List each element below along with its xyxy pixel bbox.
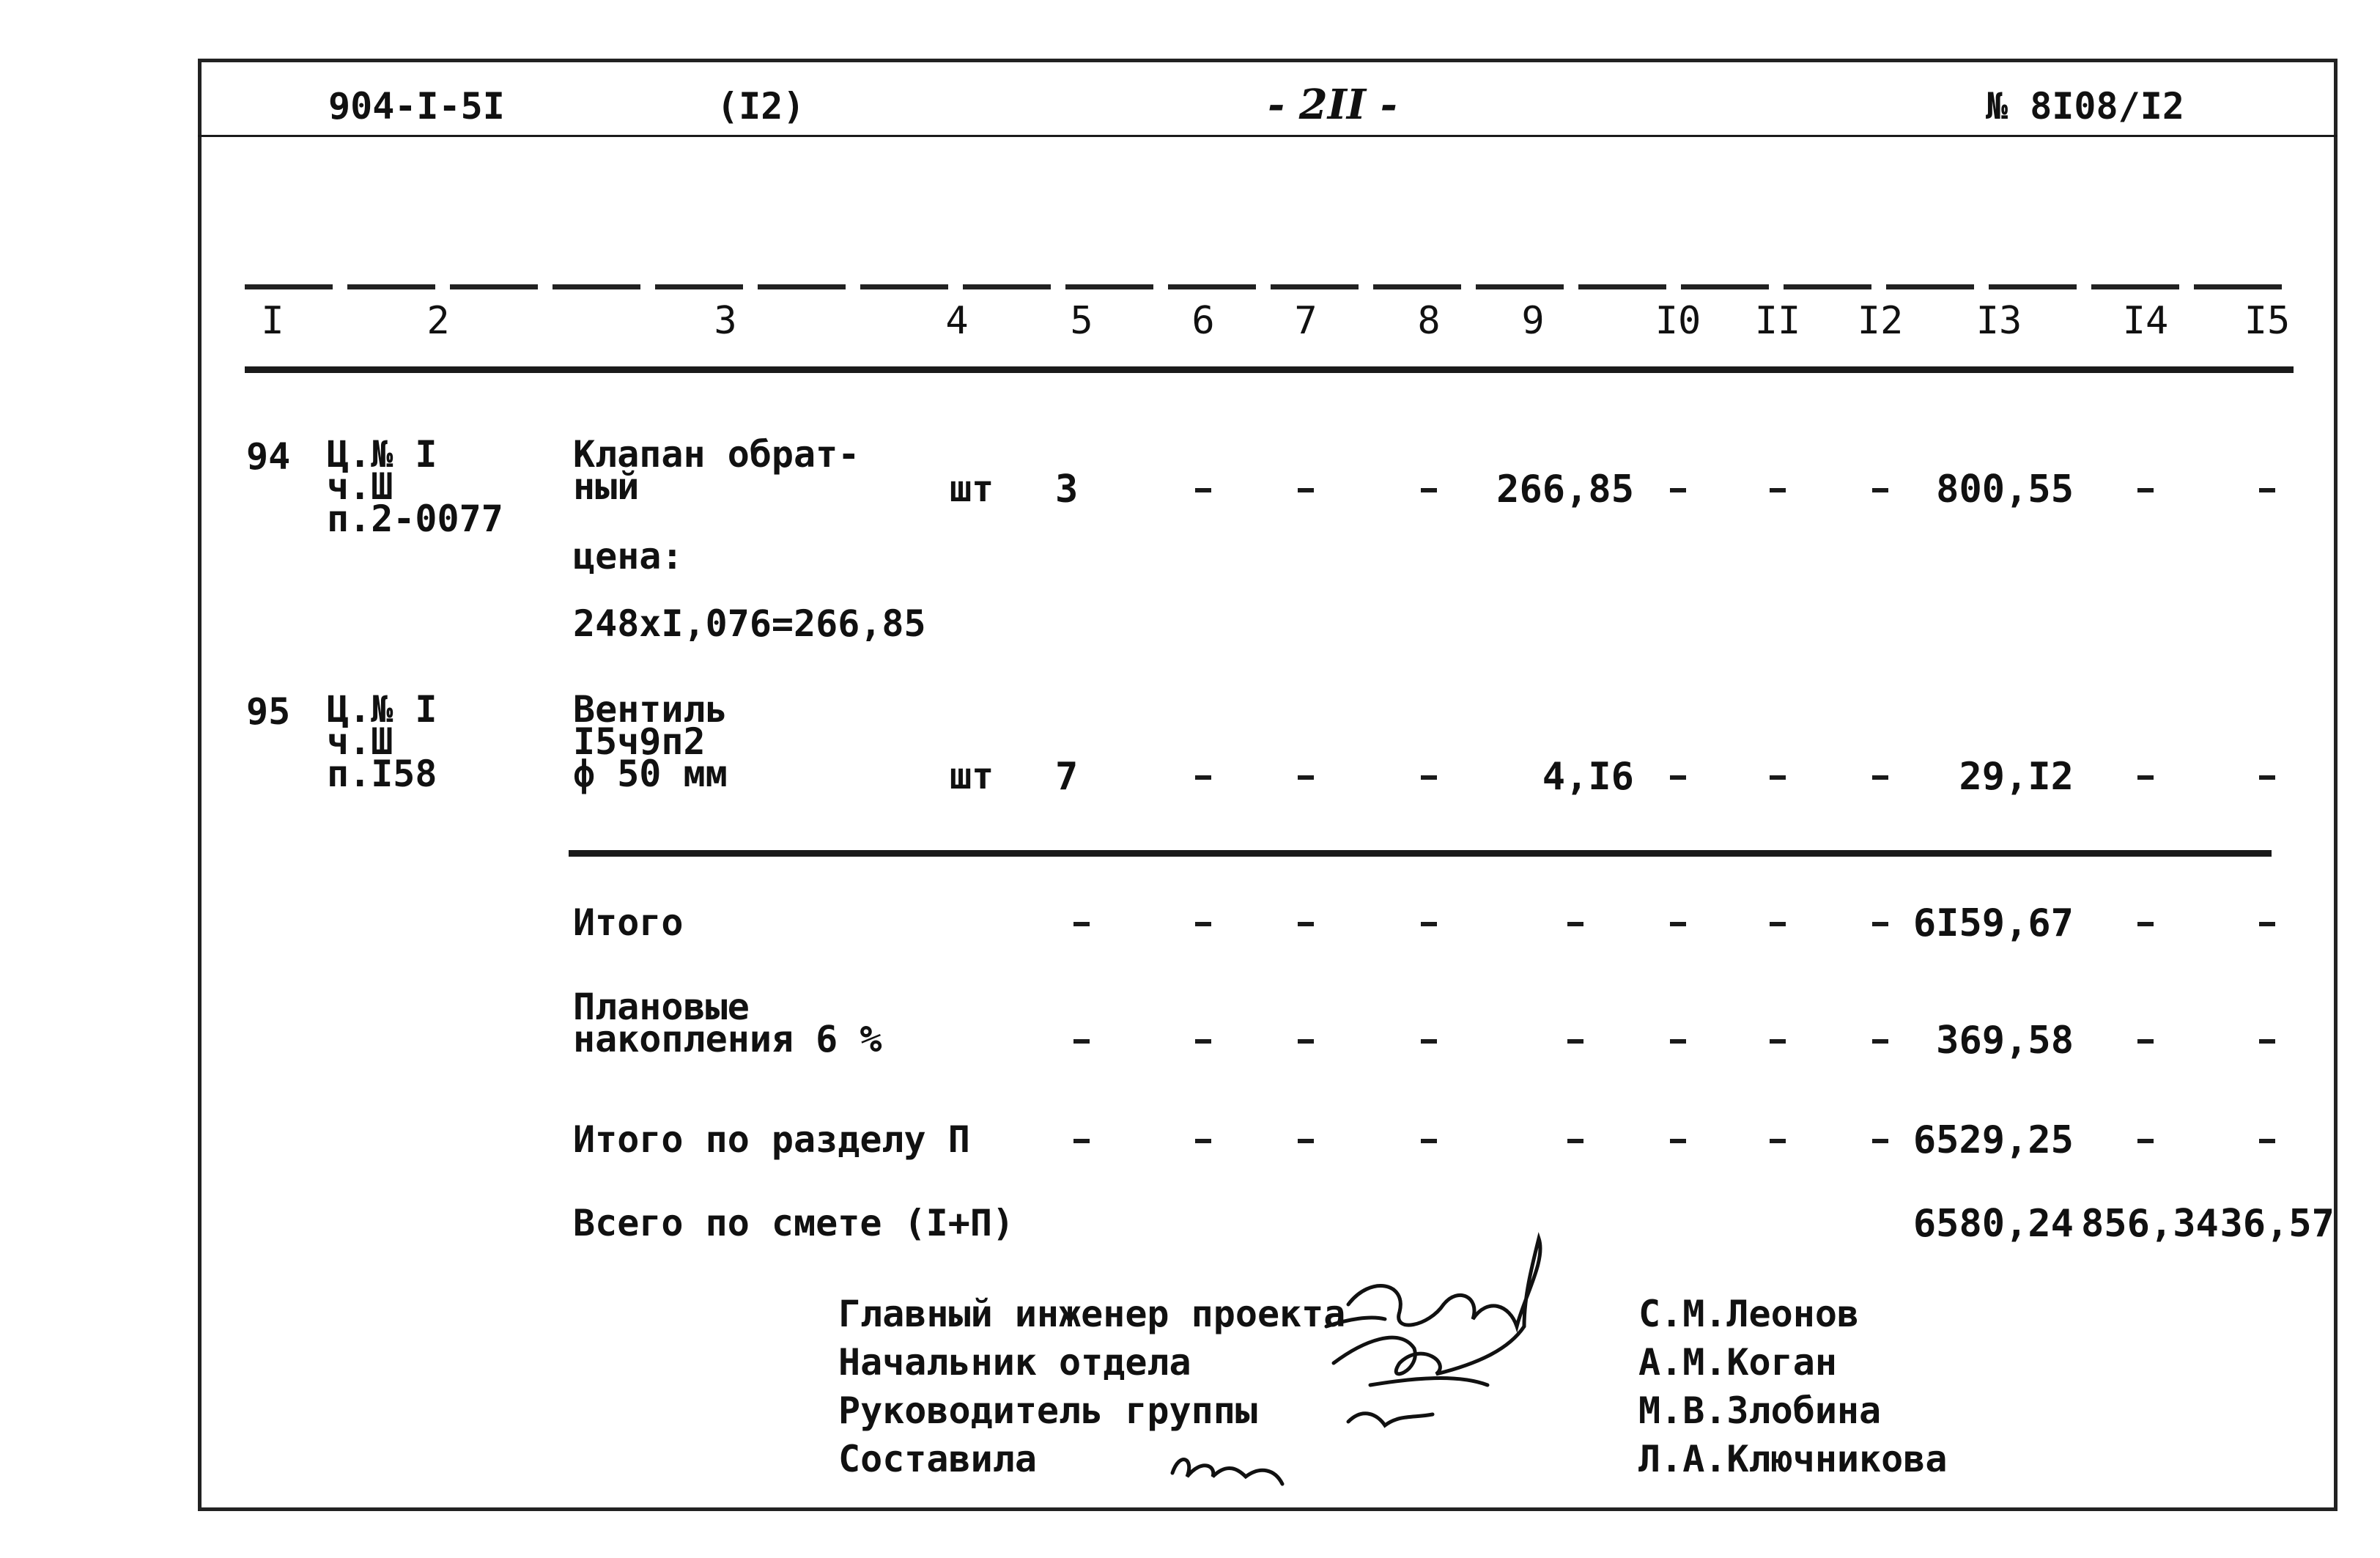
- empty-cell-dash: [1195, 775, 1211, 780]
- column-number: I2: [1857, 299, 1904, 343]
- empty-cell-dash: [2137, 922, 2154, 926]
- section-total-value: 6529,25: [1912, 1118, 2074, 1162]
- empty-cell-dash: [1073, 922, 1090, 926]
- row-95-price: 4,I6: [1542, 755, 1634, 799]
- empty-cell-dash: [1670, 1139, 1686, 1143]
- row-94-price-note: цена:: [573, 535, 684, 577]
- empty-cell-dash: [1770, 775, 1786, 780]
- empty-cell-dash: [1195, 1139, 1211, 1143]
- empty-cell-dash: [1670, 1039, 1686, 1044]
- planned-savings-label: Плановые накопления 6 %: [573, 986, 882, 1060]
- name-compiler: Л.А.Ключникова: [1638, 1438, 1948, 1480]
- grand-total-c15: 36,57: [2220, 1202, 2335, 1246]
- empty-cell-dash: [1670, 775, 1686, 780]
- row-94-unit: шт: [950, 468, 994, 510]
- section-rule: [569, 850, 2272, 857]
- register-number: № 8I08/I2: [1986, 85, 2184, 128]
- empty-cell-dash: [2137, 488, 2154, 492]
- empty-cell-dash: [1421, 775, 1437, 780]
- column-number: 6: [1191, 299, 1215, 343]
- empty-cell-dash: [2137, 1139, 2154, 1143]
- empty-cell-dash: [1195, 922, 1211, 926]
- empty-cell-dash: [1770, 922, 1786, 926]
- empty-cell-dash: [1670, 922, 1686, 926]
- empty-cell-dash: [2137, 1039, 2154, 1044]
- handwritten-signatures: [1304, 1217, 1583, 1458]
- column-header-top-rule: [245, 284, 2294, 289]
- empty-cell-dash: [1421, 922, 1437, 926]
- row-94-price: 266,85: [1496, 468, 1634, 512]
- row-95-name: Вентиль I5ч9п2 ф 50 мм: [573, 688, 728, 795]
- empty-cell-dash: [1298, 775, 1314, 780]
- column-number: I5: [2244, 299, 2291, 343]
- column-number: 3: [714, 299, 737, 343]
- empty-cell-dash: [2259, 1039, 2275, 1044]
- empty-cell-dash: [1298, 922, 1314, 926]
- role-chief-engineer: Главный инженер проекта: [838, 1293, 1346, 1335]
- section-total-label: Итого по разделу П: [573, 1118, 970, 1161]
- planned-savings-value: 369,58: [1936, 1019, 2074, 1063]
- total-value: 6I59,67: [1912, 901, 2074, 945]
- empty-cell-dash: [2259, 922, 2275, 926]
- row-94-number: 94: [246, 435, 291, 478]
- grand-total-c13: 6580,24: [1912, 1202, 2074, 1246]
- row-95-total: 29,I2: [1959, 755, 2074, 799]
- empty-cell-dash: [1073, 1039, 1090, 1044]
- name-chief-engineer: С.М.Леонов: [1638, 1293, 1860, 1335]
- name-department-head: А.М.Коган: [1638, 1341, 1837, 1384]
- empty-cell-dash: [1195, 488, 1211, 492]
- row-94-price-calc: 248хI,076=266,85: [573, 602, 926, 645]
- name-group-leader: М.В.Злобина: [1638, 1389, 1882, 1432]
- row-95-number: 95: [246, 690, 291, 733]
- empty-cell-dash: [1298, 1039, 1314, 1044]
- column-number: 9: [1521, 299, 1545, 343]
- empty-cell-dash: [1195, 1039, 1211, 1044]
- empty-cell-dash: [1770, 1139, 1786, 1143]
- empty-cell-dash: [1421, 1039, 1437, 1044]
- column-number: 5: [1070, 299, 1093, 343]
- row-95-unit: шт: [950, 755, 994, 797]
- empty-cell-dash: [1872, 488, 1888, 492]
- role-group-leader: Руководитель группы: [838, 1389, 1257, 1432]
- empty-cell-dash: [1298, 1139, 1314, 1143]
- empty-cell-dash: [1073, 1139, 1090, 1143]
- total-label: Итого: [573, 901, 684, 944]
- row-95-reference: Ц.№ I ч.Ш п.I58: [327, 688, 437, 795]
- header-rule: [198, 135, 2338, 137]
- empty-cell-dash: [1421, 488, 1437, 492]
- column-number: I0: [1655, 299, 1701, 343]
- empty-cell-dash: [1567, 922, 1583, 926]
- compiler-signature: [1158, 1436, 1304, 1495]
- row-94-total: 800,55: [1936, 468, 2074, 512]
- empty-cell-dash: [1421, 1139, 1437, 1143]
- empty-cell-dash: [1567, 1039, 1583, 1044]
- column-number: 7: [1294, 299, 1318, 343]
- empty-cell-dash: [1670, 488, 1686, 492]
- empty-cell-dash: [1872, 1139, 1888, 1143]
- page-number: - 2II -: [1268, 81, 1397, 129]
- grand-total-label: Всего по смете (I+П): [573, 1202, 1015, 1244]
- empty-cell-dash: [1872, 1039, 1888, 1044]
- empty-cell-dash: [1872, 775, 1888, 780]
- empty-cell-dash: [1298, 488, 1314, 492]
- column-number: 2: [426, 299, 450, 343]
- empty-cell-dash: [1872, 922, 1888, 926]
- row-94-quantity: 3: [1055, 468, 1079, 512]
- role-department-head: Начальник отдела: [838, 1341, 1191, 1384]
- row-95-quantity: 7: [1055, 755, 1079, 799]
- row-94-name: Клапан обрат- ный: [573, 433, 860, 508]
- column-number: 8: [1417, 299, 1441, 343]
- column-number: I4: [2122, 299, 2169, 343]
- empty-cell-dash: [1567, 1139, 1583, 1143]
- empty-cell-dash: [2259, 1139, 2275, 1143]
- empty-cell-dash: [2137, 775, 2154, 780]
- empty-cell-dash: [2259, 488, 2275, 492]
- grand-total-c14: 856,34: [2081, 1202, 2219, 1246]
- empty-cell-dash: [1770, 1039, 1786, 1044]
- row-94-reference: Ц.№ I ч.Ш п.2-0077: [327, 433, 503, 540]
- empty-cell-dash: [2259, 775, 2275, 780]
- column-number: II: [1754, 299, 1801, 343]
- role-compiler: Составила: [838, 1438, 1037, 1480]
- document-code: 904-I-5I: [328, 85, 505, 128]
- column-number: 4: [945, 299, 969, 343]
- column-number: I3: [1976, 299, 2022, 343]
- empty-cell-dash: [1770, 488, 1786, 492]
- signature-names: [1638, 1290, 1947, 1483]
- column-number: I: [261, 299, 284, 343]
- column-header-bottom-rule: [245, 366, 2294, 373]
- album-number: (I2): [717, 85, 805, 128]
